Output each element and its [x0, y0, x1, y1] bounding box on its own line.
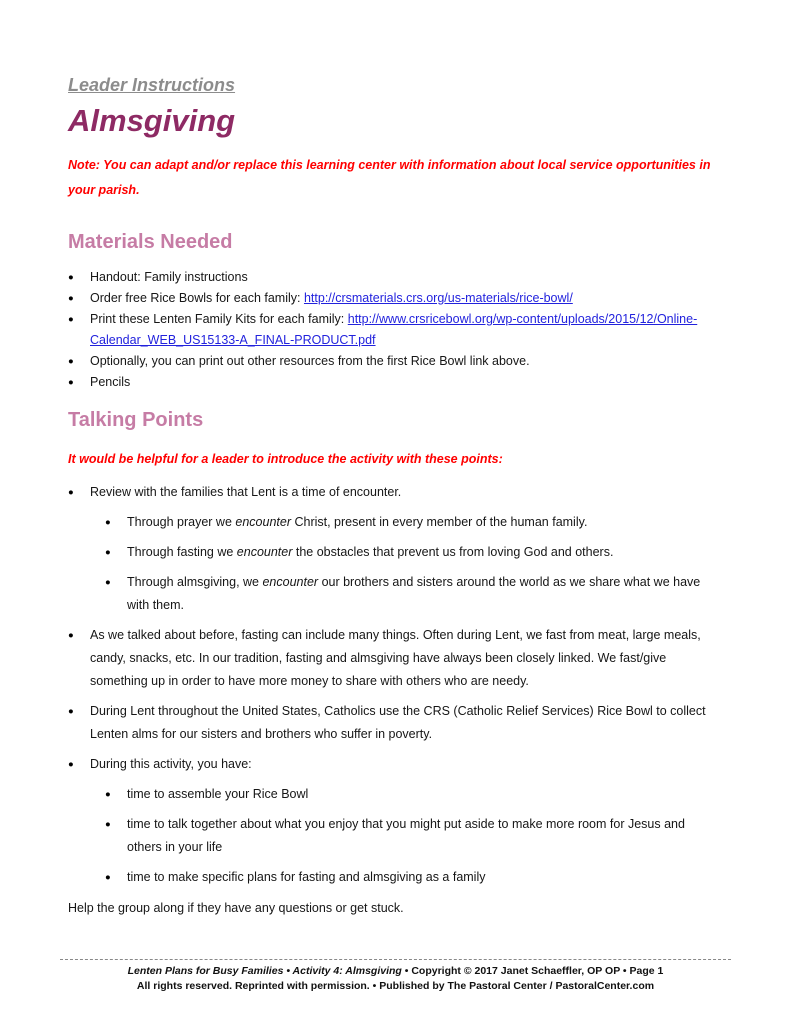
bullet-icon: ●: [68, 759, 74, 770]
materials-list: [68, 267, 723, 393]
list-item: [68, 866, 723, 889]
text-segment: During Lent throughout the United States, Catholics use the CRS (Catholic Relief Services) Rice Bowl to collect Lenten alms for our sisters and brothers who suffer in poverty.: [90, 704, 706, 741]
closing-instruction: Help the group along if they have any questions or get stuck.: [68, 901, 404, 915]
list-item: [68, 624, 723, 693]
text-segment: As we talked about before, fasting can include many things. Often during Lent, we fast from meat, large meals, candy, snacks, etc. In our tradition, fasting and almsgiving have always been closely linked. We fast/give something up in order to have more money to share with others who are needy.: [90, 628, 701, 688]
text-segment: time to assemble your Rice Bowl: [127, 787, 309, 801]
bullet-icon: ●: [68, 272, 74, 283]
text-segment: Order free Rice Bowls for each family:: [90, 291, 304, 305]
talking-points-list: [68, 481, 723, 889]
text-segment: Pencils: [90, 375, 131, 389]
text-segment: During this activity, you have:: [90, 757, 252, 771]
emphasized-text: encounter: [236, 545, 293, 559]
page-title: Almsgiving: [68, 103, 236, 138]
bullet-icon: ●: [105, 547, 111, 558]
list-item-text: [90, 288, 723, 309]
list-item-text: [90, 624, 723, 693]
list-item-text: [90, 267, 723, 288]
adaptation-note: Note: You can adapt and/or replace this learning center with information about local service opportunities in your parish.: [68, 158, 711, 197]
footer-booklet-title: Lenten Plans for Busy Families • Activity 4: Almsgiving: [127, 965, 402, 977]
list-item-text: [127, 541, 723, 564]
text-segment: Through fasting we: [127, 545, 237, 559]
bullet-icon: ●: [68, 630, 74, 641]
list-item-text: [90, 351, 723, 372]
hyperlink[interactable]: http://crsmaterials.crs.org/us-materials/rice-bowl/: [303, 291, 573, 305]
bullet-icon: ●: [68, 293, 74, 304]
footer-rights-line: All rights reserved. Reprinted with permission. • Published by The Pastoral Center / PastoralCenter.com: [136, 980, 655, 992]
text-segment: Through almsgiving, we: [127, 575, 263, 589]
footer-copyright: • Copyright © 2017 Janet Schaeffler, OP OP • Page 1: [401, 965, 664, 977]
text-segment: our brothers and sisters around the world as we share what we have with them.: [127, 575, 701, 612]
list-item-text: [90, 372, 723, 393]
list-item: [68, 783, 723, 806]
list-item-text: [127, 813, 723, 859]
bullet-icon: ●: [105, 517, 111, 528]
list-item: [68, 309, 723, 351]
bullet-icon: ●: [68, 377, 74, 388]
list-item-text: [127, 511, 723, 534]
list-item-text: [127, 866, 723, 889]
text-segment: time to make specific plans for fasting and almsgiving as a family: [127, 870, 486, 884]
talking-points-heading: Talking Points: [68, 409, 204, 431]
text-segment: Handout: Family instructions: [90, 270, 248, 284]
list-item: [68, 372, 723, 393]
hyperlink[interactable]: http://www.crsricebowl.org/wp-content/uploads/2015/12/Online-Calendar_WEB_US15133-A_FINAL-PRODUCT.pdf: [90, 312, 698, 347]
bullet-icon: ●: [105, 577, 111, 588]
page-footer: [60, 959, 731, 994]
eyebrow-heading: Leader Instructions: [68, 75, 236, 95]
bullet-icon: ●: [105, 819, 111, 830]
text-segment: Print these Lenten Family Kits for each family:: [90, 312, 348, 326]
text-segment: Through prayer we: [127, 515, 236, 529]
list-item-text: [90, 481, 723, 504]
list-item: [68, 541, 723, 564]
text-segment: time to talk together about what you enjoy that you might put aside to make more room for Jesus and others in your life: [127, 817, 685, 854]
list-item: [68, 288, 723, 309]
emphasized-text: encounter: [235, 515, 291, 529]
text-segment: Optionally, you can print out other resources from the first Rice Bowl link above.: [90, 354, 530, 368]
list-item-text: [127, 783, 723, 806]
list-item-text: [90, 753, 723, 776]
list-item: [68, 753, 723, 776]
leader-intro-note: It would be helpful for a leader to introduce the activity with these points:: [68, 452, 503, 466]
text-segment: the obstacles that prevent us from loving God and others.: [292, 545, 614, 559]
text-segment: Review with the families that Lent is a time of encounter.: [90, 485, 402, 499]
list-item: [68, 351, 723, 372]
list-item: [68, 267, 723, 288]
list-item: [68, 511, 723, 534]
bullet-icon: ●: [105, 789, 111, 800]
materials-needed-heading: Materials Needed: [68, 231, 233, 253]
bullet-icon: ●: [105, 872, 111, 883]
emphasized-text: encounter: [262, 575, 319, 589]
footer-citation-line: [60, 964, 731, 979]
list-item-text: [90, 309, 723, 351]
footer-divider: [60, 959, 731, 960]
bullet-icon: ●: [68, 487, 74, 498]
text-segment: Christ, present in every member of the human family.: [291, 515, 588, 529]
list-item: [68, 700, 723, 746]
bullet-icon: ●: [68, 356, 74, 367]
list-item: [68, 813, 723, 859]
list-item: [68, 571, 723, 617]
list-item-text: [127, 571, 723, 617]
bullet-icon: ●: [68, 314, 74, 325]
list-item-text: [90, 700, 723, 746]
list-item: [68, 481, 723, 504]
bullet-icon: ●: [68, 706, 74, 717]
